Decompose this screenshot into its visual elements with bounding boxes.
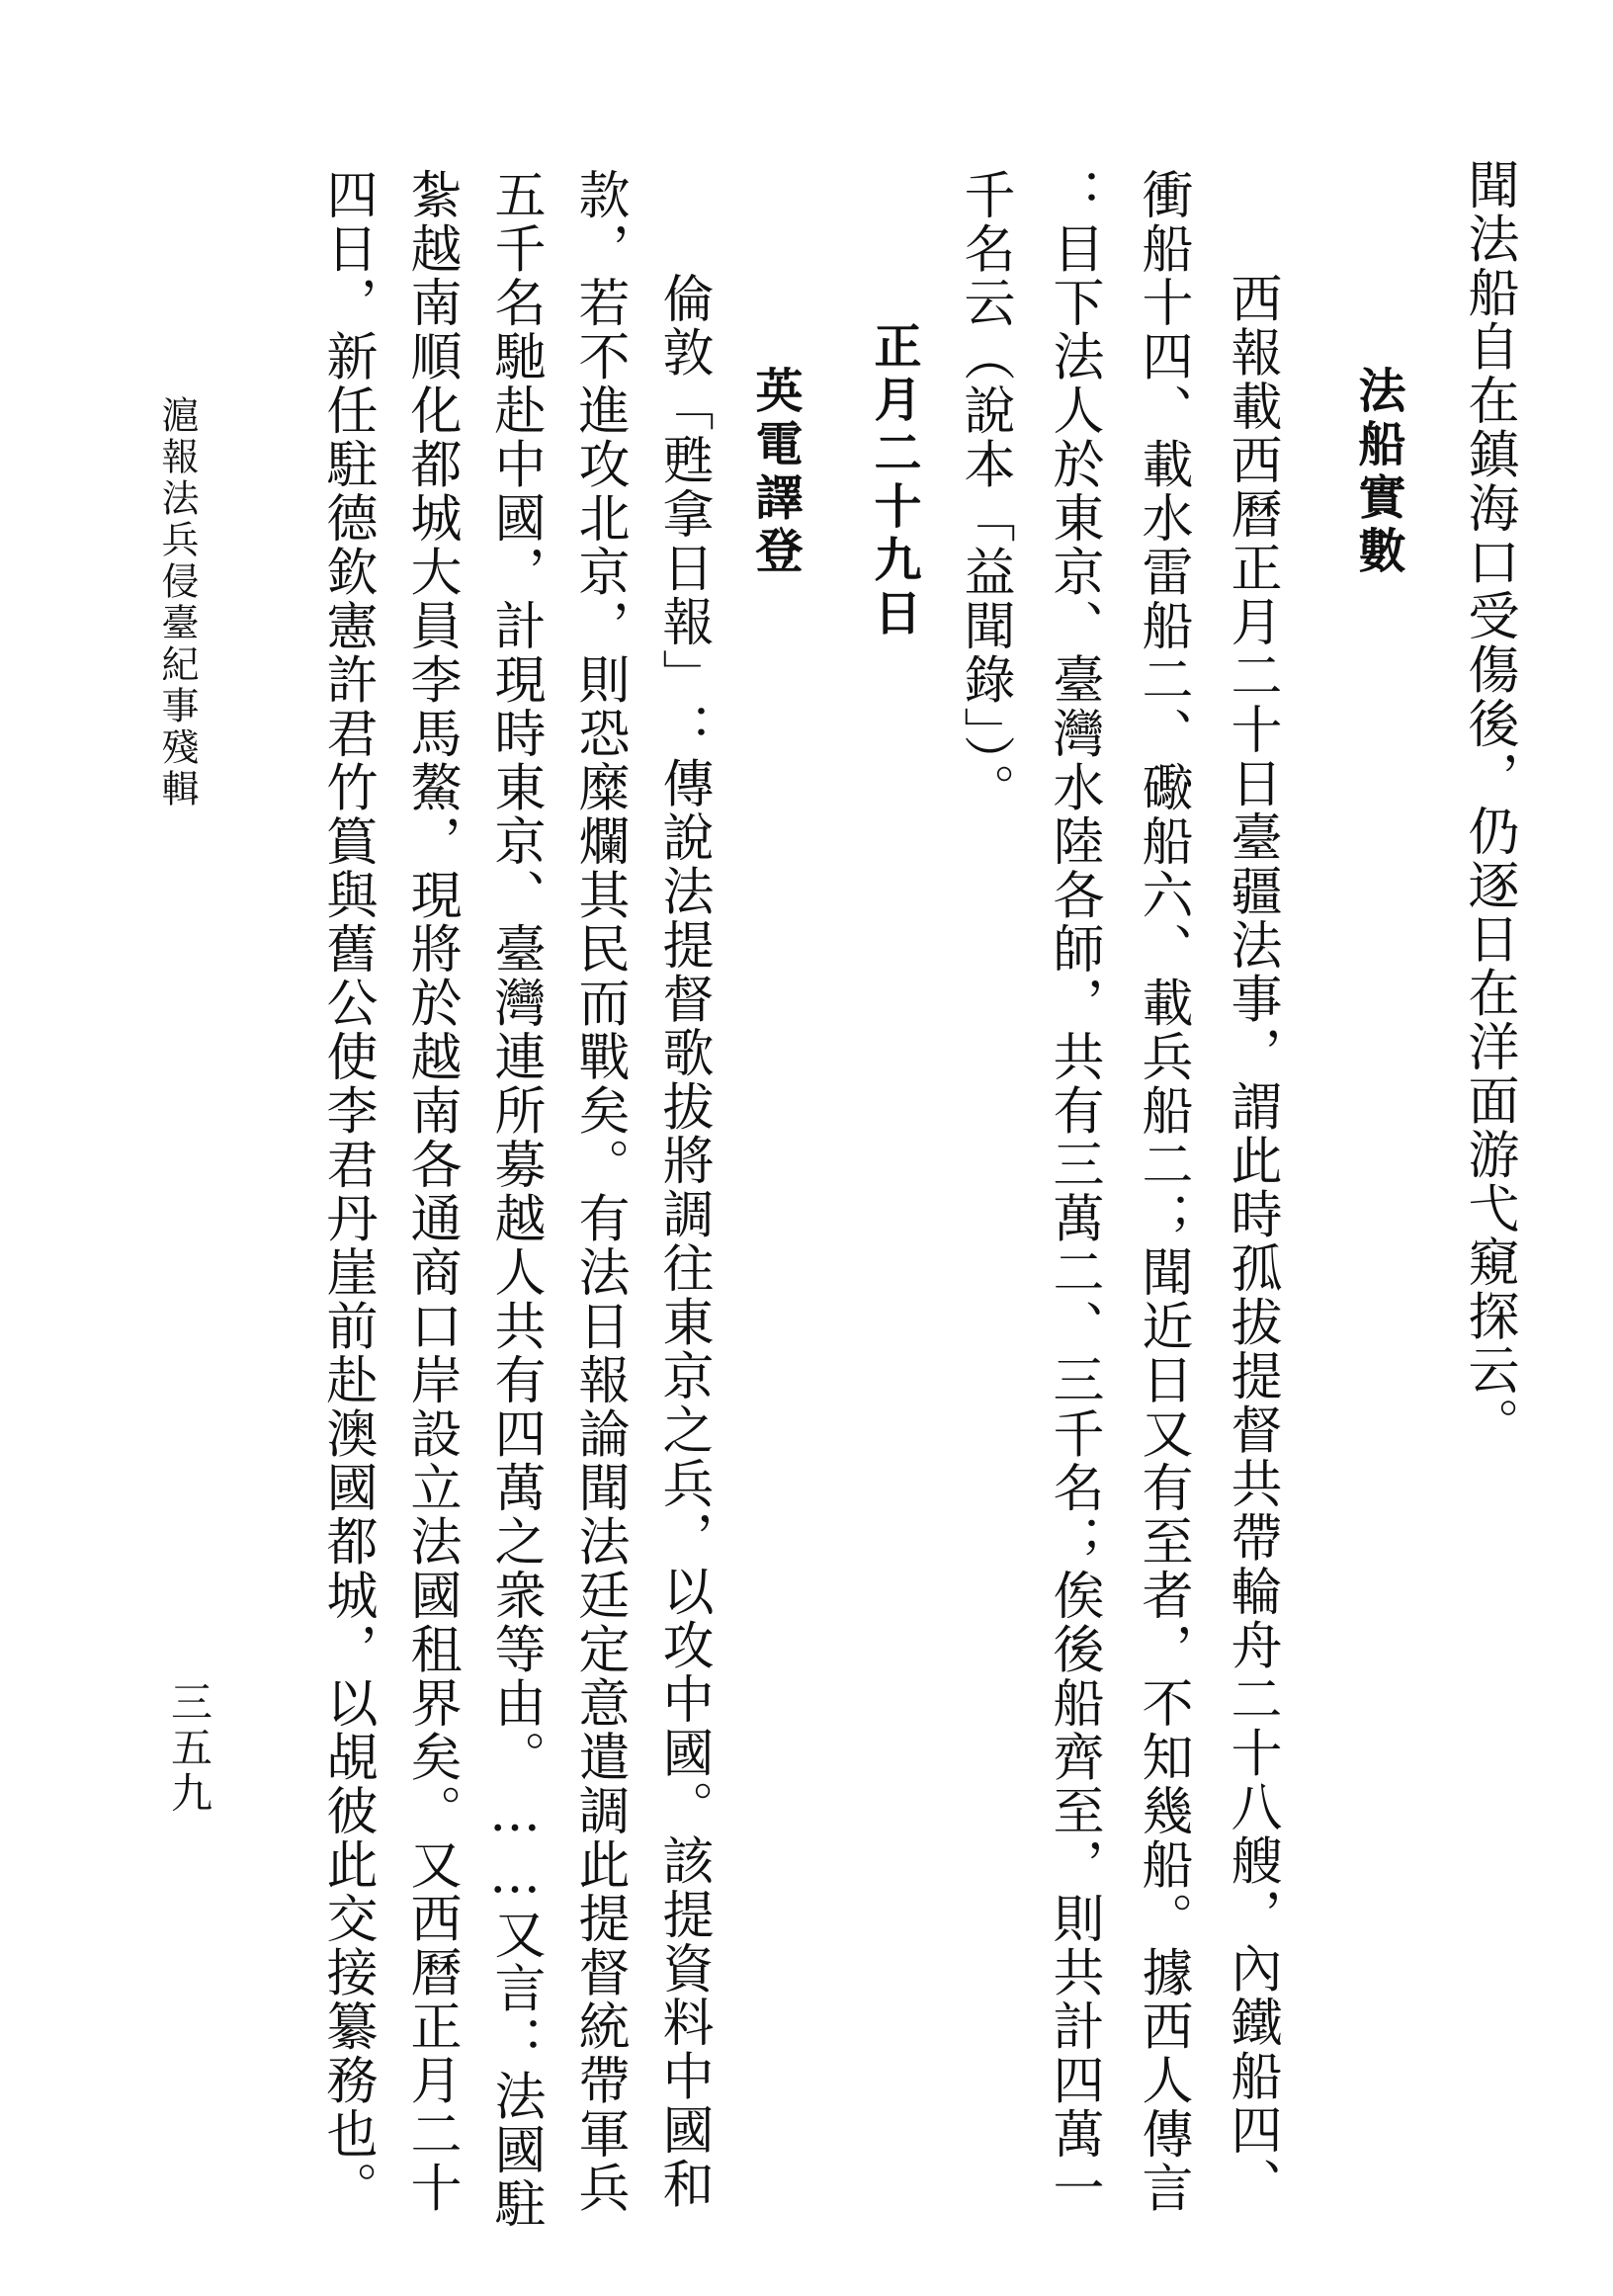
running-title: 滬報法兵侵臺紀事殘輯 [155, 395, 199, 810]
page-number: 三五九 [165, 1680, 213, 1817]
date-heading: 正月二十九日 [866, 321, 921, 641]
text-column-5: ：目下法人於東京、臺灣水陸各師，共有三萬二、三千名；俟後船齊至，則共計四萬一 [1044, 168, 1103, 2215]
text-column-3: 西報載西曆正月二十日臺疆法事，謂此時孤拔提督共帶輪舟二十八艘，內鐵船四、 [1222, 272, 1281, 2211]
text-column-9: 倫敦「甦拿日報」：傳說法提督歌拔將調往東京之兵，以攻中國。該提資料中國和 [653, 272, 713, 2211]
text-column-10: 款，若不進攻北京，則恐糜爛其民而戰矣。有法日報論聞法廷定意遣調此提督統帶軍兵 [569, 168, 629, 2215]
text-column-1: 聞法船自在鎮海口受傷後，仍逐日在洋面游弋窺探云。 [1459, 158, 1518, 1451]
text-column-6: 千名云（說本「益聞錄」）。 [955, 168, 1014, 817]
text-column-4: 衝船十四、載水雷船二、礮船六、載兵船二；聞近日又有至者，不知幾船。據西人傳言 [1133, 168, 1192, 2215]
text-column-12: 紮越南順化都城大員李馬鰲，現將於越南各通商口岸設立法國租界矣。又西曆正月二十 [401, 168, 461, 2215]
text-column-11: 五千名馳赴中國，計現時東京、臺灣連所募越人共有四萬之衆等由。……又言：法國駐 [485, 168, 545, 2231]
text-column-13: 四日，新任駐德欽憲許君竹篔與舊公使李君丹崖前赴澳國都城，以覘彼此交接纂務也。 [317, 168, 377, 2215]
section-heading-british-telegram: 英電譯登 [747, 366, 803, 579]
section-heading-french-ships: 法船實數 [1350, 366, 1405, 579]
